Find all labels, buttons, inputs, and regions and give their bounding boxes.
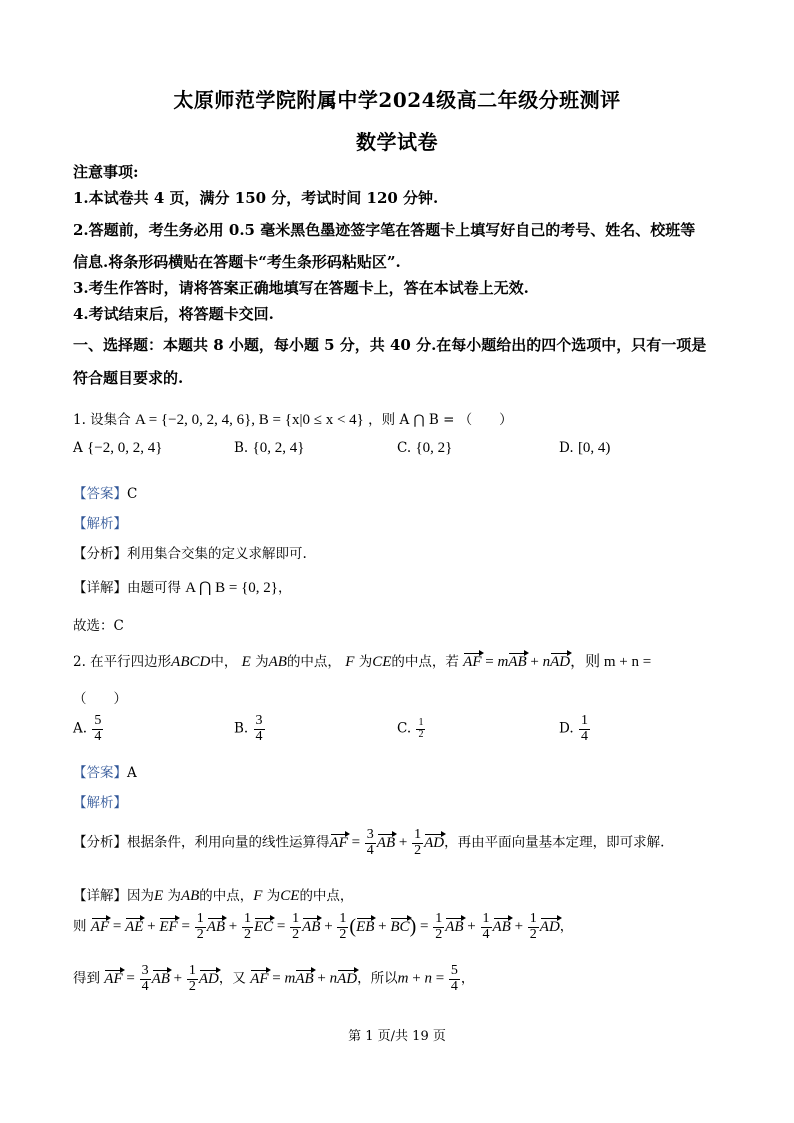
q2-l2-f3d: 2 [292, 926, 300, 942]
q2-mid1: 中， [210, 654, 238, 670]
q2-l3-af2: AF [250, 970, 269, 987]
q2-mid2: 为 [255, 654, 269, 670]
q2-l3-ad: AD [198, 970, 219, 987]
q1-option-b-label: B. [234, 440, 249, 456]
q2-xj-ab: AB [180, 888, 200, 904]
q1-option-b-value: {0, 2, 4} [252, 440, 305, 456]
q2-option-c [397, 718, 426, 740]
q2-l2-ab2: AB [302, 918, 321, 935]
q1-option-a [73, 440, 162, 457]
q2-fenxi-frac2-num: 1 [414, 827, 422, 842]
note-4: 4.考试结束后，将答题卡交回. [73, 305, 274, 323]
q2-l2-f5n: 1 [435, 911, 443, 926]
q2-xj-ze: 则 [73, 918, 87, 935]
q2-option-b-label: B. [234, 720, 249, 737]
q2-l2-af: AF [90, 918, 110, 935]
q2-option-a-label: A. [73, 720, 88, 737]
q2-l2-ef: EF [159, 918, 178, 935]
q2-xj-l1c: 的中点， [199, 888, 254, 904]
note-1: 1.本试卷共 4 页，满分 150 分，考试时间 120 分钟. [73, 189, 439, 207]
q2-l2-ad: AD [539, 918, 560, 935]
q2-option-b-den: 4 [255, 728, 263, 744]
q2-l3-ab2: AB [295, 970, 314, 987]
q2-option-b-num: 3 [255, 713, 263, 728]
q1-stem [73, 408, 513, 429]
q1-choose: 故选：C [73, 618, 124, 634]
q2-l2-ae: AE [125, 918, 144, 935]
q1-xiangjie [73, 576, 291, 597]
q1-prefix: 1. 设集合 [73, 412, 131, 428]
q2-xj-ce: CE [280, 888, 300, 904]
q2-l3-ab: AB [151, 970, 170, 987]
q2-l2-comma: ， [559, 918, 574, 935]
q2-option-d-den: 4 [580, 728, 588, 744]
q2-xiangjie-line3: 得到 AF = $\frac{3}{4}$ AB + $\frac{1}{2}$ AD，又 AF = mAB + nAD，所以m + n = $\frac{5}{4}$ ， [73, 963, 475, 994]
q1-answer [73, 482, 137, 502]
q2-e: E [241, 654, 251, 670]
q1-fenxi [73, 542, 307, 562]
q2-ab: AB [268, 654, 287, 670]
q2-option-d-label: D. [559, 720, 574, 737]
q2-l2-f4d: 2 [339, 926, 347, 942]
q1-option-a-value: {−2, 0, 2, 4} [87, 440, 163, 456]
q2-l2-ab4: AB [492, 918, 511, 935]
q2-l2-f5d: 2 [435, 926, 443, 942]
q2-ask: ，则 m + n = [570, 654, 652, 670]
q2-l2-f6d: 4 [482, 926, 490, 942]
q2-fenxi-tag: 【分析】 [73, 834, 127, 851]
q2-l3-f2d: 2 [188, 978, 196, 994]
q1-xiangjie-pre: 由题可得 [127, 580, 181, 596]
q2-xj-l1d: 为 [266, 888, 281, 904]
q2-option-c-label: C. [397, 720, 412, 737]
section1-line1: 一、选择题：本题共 8 小题，每小题 5 分，共 40 分.在每小题给出的四个选项中，只有一项是 [73, 336, 707, 354]
q1-option-d [559, 440, 610, 457]
q2-answer-tag: 【答案】 [73, 765, 127, 781]
q2-fenxi: 【分析】根据条件，利用向量的线性运算得AF = $\frac{3}{4}$ AB + $\frac{1}{2}$ AD，再由平面向量基本定理，即可求解. [73, 827, 665, 858]
q2-fenxi-frac1-num: 3 [366, 827, 374, 842]
q1-ask: ，则 A ⋂ B = （ ） [368, 412, 513, 428]
q2-l2-f7n: 1 [529, 911, 537, 926]
q1-xiangjie-post: ， [277, 580, 292, 596]
q2-vec-af: AF [463, 654, 482, 670]
q2-l3-m: m [284, 970, 296, 987]
q1-fenxi-text: 利用集合交集的定义求解即可. [127, 546, 307, 562]
q2-l3-suoyi: ，所以 [357, 970, 398, 987]
q2-mid3: 的中点， [286, 654, 341, 670]
q2-option-a-den: 4 [94, 728, 102, 744]
q2-mid4: 为 [358, 654, 373, 670]
q2-m: m [497, 654, 509, 670]
q1-analysis-tag: 【解析】 [73, 516, 127, 532]
q2-l2-ab1: AB [206, 918, 226, 935]
q1-option-d-value: [0, 4) [577, 440, 611, 456]
q2-option-a-num: 5 [94, 713, 102, 728]
q1-option-d-label: D. [559, 440, 574, 456]
q2-l3-n2: n [424, 970, 432, 987]
q2-fenxi-frac1-den: 4 [366, 842, 374, 858]
q2-xj-dedao: 得到 [73, 970, 100, 987]
q2-xiangjie-tag: 【详解】 [73, 888, 127, 904]
q2-xj-l1a: 因为 [127, 888, 154, 904]
q2-l3-ad2: AD [337, 970, 358, 987]
q2-mid5: 的中点，若 [391, 654, 459, 670]
q2-l2-f3n: 1 [292, 911, 300, 926]
q1-sets: A = {−2, 0, 2, 4, 6}, B = {x|0 ≤ x < 4} [134, 412, 364, 428]
q2-xj-l1b: 为 [167, 888, 181, 904]
q2-answer-value: A [127, 765, 137, 781]
q2-ce: CE [372, 654, 392, 670]
note-3: 3.考生作答时，请将答案正确地填写在答题卡上，答在本试卷上无效. [73, 279, 529, 297]
q2-l2-ab3: AB [445, 918, 464, 935]
q2-fenxi-vec-af: AF [329, 834, 348, 851]
q1-answer-tag: 【答案】 [73, 486, 127, 502]
q2-option-c-num: 1 [418, 717, 424, 728]
q2-l2-bc: BC [390, 918, 410, 935]
q2-fenxi-post: ，再由平面向量基本定理，即可求解. [444, 834, 665, 851]
q2-option-c-den: 2 [418, 728, 424, 740]
q2-xiangjie-line1 [73, 884, 353, 905]
q1-option-a-label: A [73, 440, 83, 456]
q2-option-d [559, 714, 591, 744]
q2-l3-you: ，又 [218, 970, 246, 987]
q2-prefix: 2. 在平行四边形 [73, 654, 172, 670]
q2-f: F [345, 654, 355, 670]
q2-fenxi-pre: 根据条件，利用向量的线性运算得 [127, 834, 330, 851]
q2-l2-f2d: 2 [243, 926, 251, 942]
q2-fenxi-vec-ad: AD [424, 834, 445, 851]
q2-option-a [73, 714, 104, 744]
q2-l3-f1d: 4 [141, 978, 149, 994]
q2-l3-comma: ， [460, 970, 475, 987]
q1-option-b [234, 440, 304, 457]
q2-abcd: ABCD [171, 654, 211, 670]
q1-option-c-label: C. [397, 440, 412, 456]
q2-l2-f1n: 1 [196, 911, 204, 926]
q2-xj-l1e: 的中点， [299, 888, 354, 904]
q2-fenxi-frac2-den: 2 [414, 842, 422, 858]
q1-fenxi-tag: 【分析】 [73, 546, 127, 562]
q2-l2-f4n: 1 [339, 911, 347, 926]
section1-line2: 符合题目要求的. [73, 369, 184, 387]
page-title: 太原师范学院附属中学2024级高二年级分班测评 [173, 88, 621, 112]
q2-l3-resn: 5 [450, 963, 458, 978]
q2-l2-eb: EB [356, 918, 375, 935]
q2-analysis-tag: 【解析】 [73, 795, 127, 811]
q2-l3-f1n: 3 [141, 963, 149, 978]
q2-xiangjie-line2: 则 AF = AE + EF = $\frac{1}{2}$ AB + $\frac{1}{2}$ EC = $\frac{1}{2}$ AB + $\frac{1}{2}$ (EB + BC) = $\frac{1}{2}$ AB + $\frac{1}{4}$ AB + $\frac{1}{2}$ AD， [73, 911, 574, 942]
note-2a: 2.答题前，考生务必用 0.5 毫米黑色墨迹签字笔在答题卡上填写好自己的考号、姓名、校班等 [73, 221, 696, 239]
q2-xj-f: F [253, 888, 263, 904]
page-subtitle: 数学试卷 [356, 130, 438, 154]
q2-l3-af: AF [104, 970, 123, 987]
page-footer: 第 1 页/共 19 页 [348, 1029, 446, 1044]
q2-stem: 2. 在平行四边形ABCD中， E 为AB的中点， F 为CE的中点，若 AF = mAB + nAD，则 m + n = [73, 654, 652, 670]
q2-l2-f1d: 2 [196, 926, 204, 942]
note-2b: 信息.将条形码横贴在答题卡“考生条形码粘贴区”. [73, 253, 401, 271]
q1-answer-value: C [127, 486, 138, 502]
q2-option-b [234, 714, 266, 744]
q2-vec-ad: AD [550, 654, 571, 670]
q2-option-d-num: 1 [580, 713, 588, 728]
q2-n: n [542, 654, 551, 670]
q2-l2-ec: EC [253, 918, 274, 935]
q2-answer [73, 761, 137, 781]
q1-xiangjie-expr: A ⋂ B = {0, 2} [185, 580, 278, 596]
q2-vec-ab: AB [508, 654, 527, 670]
q2-l2-f2n: 1 [243, 911, 251, 926]
q2-fenxi-vec-ab: AB [376, 834, 396, 851]
q2-l3-m2: m [397, 970, 409, 987]
q2-l2-f7d: 2 [529, 926, 537, 942]
q2-l3-n: n [329, 970, 338, 987]
notes-heading: 注意事项: [73, 163, 139, 181]
q1-option-c-value: {0, 2} [415, 440, 453, 456]
q2-l2-f6n: 1 [482, 911, 490, 926]
q1-option-c [397, 440, 452, 457]
q2-paren: （ ） [73, 691, 127, 707]
q1-xiangjie-tag: 【详解】 [73, 580, 127, 596]
q2-l3-resd: 4 [450, 978, 458, 994]
q2-xj-e: E [154, 888, 164, 904]
q2-l3-f2n: 1 [188, 963, 196, 978]
